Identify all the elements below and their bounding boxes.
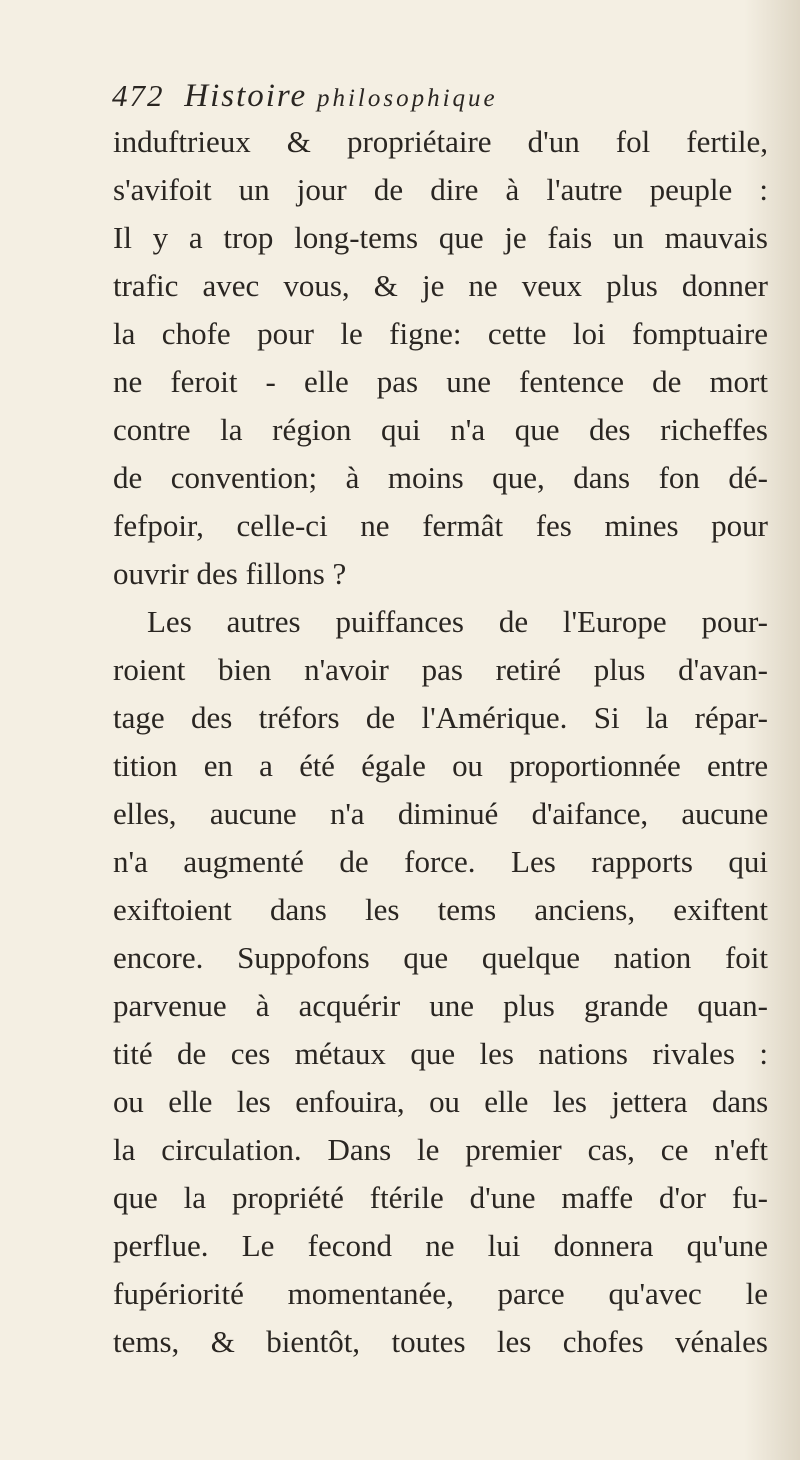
text-line: s'avifoit un jour de dire à l'autre peuple :: [113, 172, 768, 207]
running-title-part1: Histoire: [184, 78, 308, 114]
text-line: la chofe pour le figne: cette loi fomptuaire: [113, 316, 768, 351]
running-header: [112, 78, 762, 118]
text-line: encore. Suppofons que quelque nation foit: [113, 940, 768, 975]
text-line: ouvrir des fillons ?: [113, 556, 347, 591]
text-line: ne feroit - elle pas une fentence de mort: [113, 364, 768, 399]
text-line: la circulation. Dans le premier cas, ce n'eft: [113, 1132, 768, 1167]
text-line: perflue. Le fecond ne lui donnera qu'une: [113, 1228, 768, 1263]
text-line: elles, aucune n'a diminué d'aifance, aucune: [113, 796, 768, 831]
text-line: contre la région qui n'a que des richeffes: [113, 412, 768, 447]
text-line: Il y a trop long-tems que je fais un mauvais: [113, 220, 768, 255]
text-line: induftrieux & propriétaire d'un fol fertile,: [113, 124, 768, 159]
text-line: de convention; à moins que, dans fon dé-: [113, 460, 768, 495]
text-line: exiftoient dans les tems anciens, exiftent: [113, 892, 768, 927]
text-line: tems, & bientôt, toutes les chofes vénales: [113, 1324, 768, 1359]
text-line: tage des tréfors de l'Amérique. Si la répar-: [113, 700, 768, 735]
body-text: [113, 118, 768, 1366]
text-line: fupériorité momentanée, parce qu'avec le: [113, 1276, 768, 1311]
text-line: parvenue à acquérir une plus grande quan-: [113, 988, 768, 1023]
text-line: n'a augmenté de force. Les rapports qui: [113, 844, 768, 879]
running-title-part2: philosophique: [316, 85, 498, 112]
text-line: tition en a été égale ou proportionnée entre: [113, 748, 768, 783]
text-line: trafic avec vous, & je ne veux plus donner: [113, 268, 768, 303]
text-line: ou elle les enfouira, ou elle les jettera dans: [113, 1084, 768, 1119]
text-line: que la propriété ftérile d'une maffe d'or fu-: [113, 1180, 768, 1215]
paragraph-start: Les autres puiffances de l'Europe pour-: [147, 604, 768, 639]
text-line: roient bien n'avoir pas retiré plus d'avan-: [113, 652, 768, 687]
text-line: fefpoir, celle-ci ne fermât fes mines pour: [113, 508, 768, 543]
page-number: 472: [112, 78, 165, 113]
text-line: tité de ces métaux que les nations rivales :: [113, 1036, 768, 1071]
